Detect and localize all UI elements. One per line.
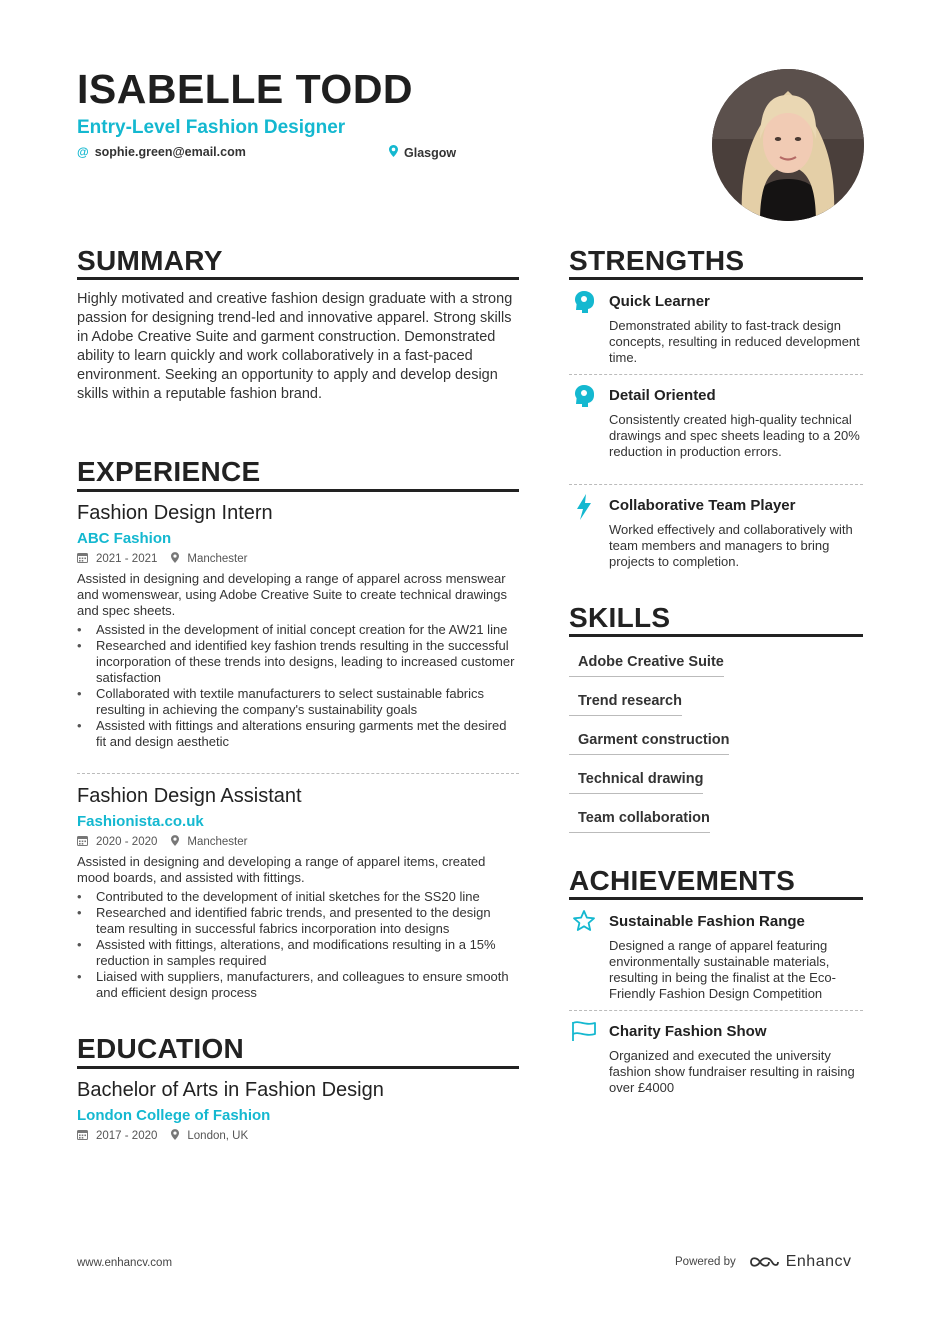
candidate-name: ISABELLE TODD — [77, 66, 414, 112]
skill-tag: Trend research — [569, 693, 682, 716]
job-1-location: Manchester — [187, 553, 248, 565]
job-1-description: Assisted in designing and developing a range of apparel across menswear and womenswear, using Adobe Creative Suite to create technical drawings and spec sheets. — [77, 571, 507, 618]
achievement-1-title: Sustainable Fashion Range — [609, 913, 805, 930]
achievement-separator — [569, 1010, 863, 1011]
strength-3-text: Worked effectively and collaboratively with team members and managers to bring projects to completion. — [609, 522, 853, 569]
degree-title: Bachelor of Arts in Fashion Design — [77, 1079, 384, 1101]
lightning-icon — [571, 494, 597, 526]
profile-photo — [712, 69, 864, 221]
job-1-meta — [77, 552, 247, 566]
list-item: • Assisted with fittings and alterations ensuring garments met the desired fit and design aesthetic — [77, 718, 519, 750]
job-2-location: Manchester — [187, 836, 248, 848]
location-pin-icon — [171, 1129, 179, 1143]
job-title-heading: Entry-Level Fashion Designer — [77, 117, 346, 138]
footer-powered-by — [675, 1253, 852, 1271]
star-icon — [571, 909, 597, 939]
list-item: • Researched and identified key fashion trends resulting in the successful incorporation of these trends into designs, leading to increased customer satisfaction — [77, 638, 519, 686]
school-name: London College of Fashion — [77, 1107, 271, 1124]
skill-tag: Technical drawing — [569, 771, 703, 794]
job-2-dates: 2020 - 2020 — [96, 836, 158, 848]
achievement-2-title: Charity Fashion Show — [609, 1023, 767, 1040]
location-pin-icon — [389, 145, 398, 160]
list-item: • Collaborated with textile manufacturers to select sustainable fabrics resulting in achieving the company's sustainability goals — [77, 686, 519, 718]
footer-website-link[interactable]: www.enhancv.com — [77, 1257, 173, 1269]
powered-by-label: Powered by — [675, 1256, 736, 1268]
strengths-heading: STRENGTHS — [569, 245, 745, 276]
skill-tag: Adobe Creative Suite — [569, 654, 724, 677]
enhancv-logo[interactable] — [748, 1253, 852, 1271]
job-1-dates: 2021 - 2021 — [96, 553, 158, 565]
location-text: Glasgow — [404, 145, 457, 160]
skill-tag: Garment construction — [569, 732, 729, 755]
calendar-icon — [77, 1129, 88, 1143]
strength-2-text: Consistently created high-quality technical drawings and spec sheets leading to a 20% reduction in production errors. — [609, 412, 860, 459]
education-divider — [77, 1066, 519, 1069]
strength-2-title: Detail Oriented — [609, 387, 716, 404]
location-pin-icon — [171, 835, 179, 849]
enhancv-logo-icon — [748, 1254, 780, 1270]
job-1-title: Fashion Design Intern — [77, 502, 273, 524]
list-item: • Researched and identified fabric trends, and presented to the design team resulting in successful fabrics incorporation into designs — [77, 905, 519, 937]
education-location: London, UK — [187, 1130, 249, 1142]
list-item: • Assisted in the development of initial concept creation for the AW21 line — [77, 622, 519, 638]
experience-divider — [77, 489, 519, 492]
achievements-heading: ACHIEVEMENTS — [569, 865, 796, 896]
skill-tag: Team collaboration — [569, 810, 710, 833]
strength-1-title: Quick Learner — [609, 293, 710, 310]
skills-divider — [569, 634, 863, 637]
strength-3-title: Collaborative Team Player — [609, 497, 796, 514]
education-heading: EDUCATION — [77, 1033, 245, 1064]
email-contact[interactable] — [77, 145, 246, 159]
strength-separator — [569, 484, 863, 485]
achievement-2-text: Organized and executed the university fashion show fundraiser resulting in raising over £4000 — [609, 1048, 855, 1095]
job-2-title: Fashion Design Assistant — [77, 785, 302, 807]
list-item: • Liaised with suppliers, manufacturers, and colleagues to ensure smooth and efficient design process — [77, 969, 519, 1001]
calendar-icon — [77, 835, 88, 849]
calendar-icon — [77, 552, 88, 566]
list-item: • Contributed to the development of initial sketches for the SS20 line — [77, 889, 519, 905]
job-separator — [77, 773, 519, 774]
strength-1-text: Demonstrated ability to fast-track design concepts, resulting in reduced development time. — [609, 318, 860, 365]
education-dates: 2017 - 2020 — [96, 1130, 158, 1142]
achievements-divider — [569, 897, 863, 900]
summary-text: Highly motivated and creative fashion design graduate with a strong passion for designing trend-led and innovative apparel. Strong skills in Adobe Creative Suite and garment construction. Demonstrated ability to learn quickly and work collaboratively in a fast-paced environment. Seeking an opportunity to apply and develop design skills within a reputable fashion brand. — [77, 291, 513, 402]
strengths-divider — [569, 277, 863, 280]
at-icon: @ — [77, 145, 89, 159]
job-2-meta — [77, 835, 247, 849]
flag-icon — [571, 1020, 597, 1048]
brand-name: Enhancv — [785, 1253, 852, 1270]
head-icon — [571, 384, 597, 414]
experience-heading: EXPERIENCE — [77, 456, 261, 487]
email-text: sophie.green@email.com — [94, 145, 246, 159]
location-contact — [389, 145, 456, 160]
head-icon — [571, 290, 597, 320]
skills-heading: SKILLS — [569, 602, 671, 633]
strength-separator — [569, 374, 863, 375]
job-1-company: ABC Fashion — [77, 530, 172, 547]
summary-heading: SUMMARY — [77, 245, 223, 276]
location-pin-icon — [171, 552, 179, 566]
job-2-bullets — [77, 889, 519, 1001]
education-meta — [77, 1129, 248, 1143]
summary-divider — [77, 277, 519, 280]
job-1-bullets — [77, 622, 519, 750]
job-2-company: Fashionista.co.uk — [77, 813, 204, 830]
list-item: • Assisted with fittings, alterations, and modifications resulting in a 15% reduction in samples required — [77, 937, 519, 969]
achievement-1-text: Designed a range of apparel featuring environmentally sustainable materials, resulting in being the finalist at the Eco-Friendly Fashion Design Competition — [609, 938, 836, 1001]
job-2-description: Assisted in designing and developing a range of apparel items, created mood boards, and assisted with fittings. — [77, 854, 486, 885]
